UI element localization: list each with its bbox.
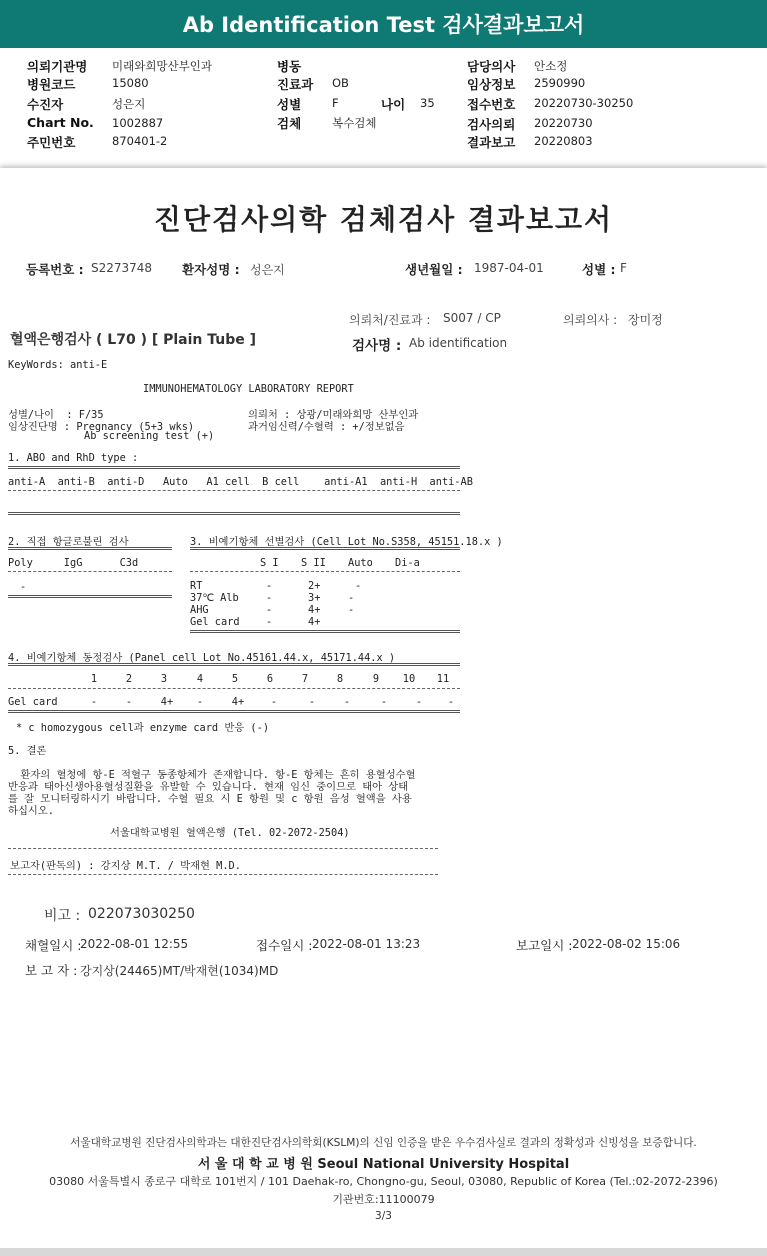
header-value: 20220730 [534, 116, 593, 130]
header-value: 20220803 [534, 134, 593, 148]
panel-note: * c homozygous cell과 enzyme card 반응 (-) [16, 722, 270, 734]
header-label: 주민번호 [27, 135, 76, 150]
header-value: 2590990 [534, 76, 586, 90]
screen-s1: - [266, 580, 273, 592]
dat-value: - [20, 581, 27, 593]
header-value: 1002887 [112, 116, 164, 130]
note-value: 022073030250 [88, 906, 195, 922]
screen-phase: AHG [190, 604, 209, 616]
panel-result: - [308, 696, 316, 708]
divider [8, 595, 172, 598]
hospital-address: 03080 서울특별시 종로구 대학로 101번지 / 101 Daehak-ro, Chongno-gu, Seoul, 03080, Republic of Korea (Tel.:02-2072-2396) [49, 1175, 718, 1188]
history: 과거임신력/수혈력 : +/정보없음 [248, 421, 405, 433]
screen-phase: Gel card [190, 616, 240, 628]
certification-text: 서울대학교병원 진단검사의학과는 대한진단검사의학회(KSLM)의 신임 인증을 받은 우수검사실로 결과의 정확성과 신빙성을 보증합니다. [70, 1137, 697, 1149]
header-value: 미래와희망산부인과 [112, 59, 212, 73]
screen-col-s2: S II [301, 557, 326, 569]
blood-bank-contact: 서울대학교병원 혈액은행 (Tel. 02-2072-2504) [110, 827, 350, 839]
reporter-label: 보 고 자 : [25, 963, 78, 978]
divider [8, 512, 460, 515]
panel-result: - [90, 696, 98, 708]
header-value: F [332, 96, 339, 110]
screen-s2: 4+ [308, 604, 321, 616]
panel-cell-number: 10 [402, 673, 416, 685]
report-time-label: 보고일시 : [516, 938, 573, 953]
panel-cell-number: 2 [125, 673, 133, 685]
panel-result: - [125, 696, 133, 708]
header-label: 수진자 [27, 97, 64, 112]
sex-age: 성별/나이 : F/35 [8, 409, 104, 421]
section-5-title: 5. 결론 [8, 745, 47, 757]
panel-result: - [415, 696, 423, 708]
divider [190, 630, 460, 633]
screen-s1: - [266, 592, 273, 604]
reg-label: 등록번호 : [26, 262, 84, 277]
dat-columns: Poly IgG C3d [8, 557, 139, 569]
section-4-title: 4. 비예기항체 동정검사 (Panel cell Lot No.45161.44.x, 45171.44.x ) [8, 652, 396, 664]
lab-heading: IMMUNOHEMATOLOGY LABORATORY REPORT [143, 383, 354, 395]
header-label: 담당의사 [467, 59, 516, 74]
panel-result: 4+ [160, 696, 174, 708]
panel-result: - [447, 696, 455, 708]
conclusion-line: 를 잘 모니터링하시기 바랍니다. 수혈 필요 시 E 항원 및 c 항원 음성 혈액을 사용 [8, 793, 412, 805]
screen-col-s1: S I [260, 557, 279, 569]
header-value: 성은지 [112, 97, 146, 111]
reporter-line: 보고자(판독의) : 강지상 M.T. / 박재현 M.D. [10, 860, 241, 872]
header-label: 결과보고 [467, 135, 516, 150]
panel-result: - [343, 696, 351, 708]
screen-s2: 4+ [308, 616, 321, 628]
page-edge [0, 1248, 767, 1256]
header-label: 나이 [381, 97, 406, 112]
header-value: 복수검체 [332, 116, 377, 130]
patient-name-value: 성은지 [250, 263, 285, 277]
dob-label: 생년월일 : [405, 262, 463, 277]
divider [8, 874, 438, 875]
screen-col-dia: Di-a [395, 557, 420, 569]
header-label: 검사의뢰 [467, 117, 516, 132]
report-title: 진단검사의학 검체검사 결과보고서 [153, 203, 614, 236]
panel-cell-number: 5 [231, 673, 239, 685]
conclusion-line: 환자의 혈청에 항-E 적혈구 동종항체가 존재합니다. 항-E 항체는 흔히 용혈성수혈 [8, 769, 416, 781]
header-value: 35 [420, 96, 435, 110]
header-label: 의뢰기관명 [27, 59, 88, 74]
header-value: 20220730-30250 [534, 96, 634, 110]
hospital-name: 서 울 대 학 교 병 원 Seoul National University Hospital [197, 1157, 570, 1172]
org-number: 기관번호:11100079 [332, 1193, 435, 1206]
blood-bank-title: 혈액은행검사 ( L70 ) [ Plain Tube ] [10, 332, 257, 348]
conclusion-line: 반응과 태아신생아용혈성질환을 유발할 수 있습니다. 현재 임신 중이므로 태아 상태 [8, 781, 409, 793]
panel-result: - [270, 696, 278, 708]
header-value: 안소정 [534, 59, 568, 73]
panel-cell-number: 3 [160, 673, 168, 685]
divider [8, 490, 460, 491]
panel-cell-number: 1 [90, 673, 98, 685]
page-number: 3/3 [375, 1210, 392, 1222]
panel-cell-number: 4 [196, 673, 204, 685]
screen-s2: 3+ [308, 592, 321, 604]
clinical-diagnosis: 임상진단명 : Pregnancy (5+3 wks) [8, 421, 195, 433]
divider [8, 466, 460, 469]
panel-cell-number: 11 [436, 673, 450, 685]
panel-cell-number: 8 [336, 673, 344, 685]
panel-cell-number: 7 [301, 673, 309, 685]
header-label: 병원코드 [27, 77, 76, 92]
screen-phase: 37℃ Alb [190, 592, 239, 604]
test-name-value: Ab identification [409, 336, 508, 350]
screen-s1: - [266, 604, 273, 616]
divider [8, 547, 172, 550]
panel-result: - [380, 696, 388, 708]
screen-auto: - [348, 592, 355, 604]
divider [190, 571, 460, 572]
note-label: 비고 : [44, 908, 81, 924]
sex-value: F [620, 261, 627, 275]
panel-result: 4+ [231, 696, 245, 708]
header-label: 검체 [277, 116, 302, 131]
collect-label: 채혈일시 : [25, 938, 82, 953]
screen-phase: RT [190, 580, 203, 592]
dept-value: S007 / CP [443, 311, 501, 325]
collect-value: 2022-08-01 12:55 [80, 937, 189, 951]
clinical-diagnosis-2: Ab screening test (+) [84, 430, 215, 442]
header-label: 진료과 [277, 77, 314, 92]
divider [190, 547, 460, 550]
panel-result: - [196, 696, 204, 708]
screen-s1: - [266, 616, 273, 628]
referral: 의뢰처 : 상광/미래와희망 산부인과 [248, 409, 419, 421]
panel-cell-number: 6 [266, 673, 274, 685]
header-label: 성별 [277, 97, 302, 112]
test-name-label: 검사명 : [352, 338, 402, 354]
sex-label: 성별 : [582, 262, 616, 277]
dob-value: 1987-04-01 [474, 261, 544, 275]
reporter-value: 강지상(24465)MT/박재현(1034)MD [80, 964, 279, 978]
header-value: 15080 [112, 76, 149, 90]
screen-auto: - [348, 604, 355, 616]
abo-columns: anti-A anti-B anti-D Auto A1 cell B cell anti-A1 anti-H anti-AB [8, 476, 473, 488]
panel-cell-number: 9 [372, 673, 380, 685]
screen-col-auto: Auto [348, 557, 373, 569]
dept-label: 의뢰처/진료과 : [349, 313, 431, 327]
report-time-value: 2022-08-02 15:06 [572, 937, 681, 951]
panel-row-label: Gel card [8, 696, 58, 708]
header-label: 접수번호 [467, 97, 516, 112]
banner-title: Ab Identification Test 검사결과보고서 [182, 13, 585, 37]
header-label: 병동 [277, 59, 302, 74]
conclusion-line: 하십시오. [8, 805, 54, 817]
patient-name-label: 환자성명 : [182, 262, 240, 277]
screen-auto: - [355, 580, 362, 592]
header-label: Chart No. [27, 115, 94, 130]
divider [8, 688, 460, 689]
receive-value: 2022-08-01 13:23 [312, 937, 421, 951]
section-2-title: 2. 직접 항글로불린 검사 [8, 536, 129, 548]
header-label: 임상정보 [467, 77, 516, 92]
keywords: KeyWords: anti-E [8, 359, 108, 371]
section-1-title: 1. ABO and RhD type : [8, 452, 139, 464]
divider [8, 571, 172, 572]
reg-value: S2273748 [91, 261, 153, 275]
header-value: OB [332, 76, 349, 90]
header-value: 870401-2 [112, 134, 168, 148]
receive-label: 접수일시 : [256, 938, 313, 953]
divider [8, 710, 460, 713]
divider [8, 663, 460, 666]
doctor-value: 장미정 [628, 313, 663, 327]
doctor-label: 의뢰의사 : [563, 313, 618, 327]
screen-s2: 2+ [308, 580, 321, 592]
section-3-title: 3. 비예기항체 선별검사 (Cell Lot No.S358, 45151.18.x ) [190, 536, 503, 548]
divider [8, 848, 438, 849]
